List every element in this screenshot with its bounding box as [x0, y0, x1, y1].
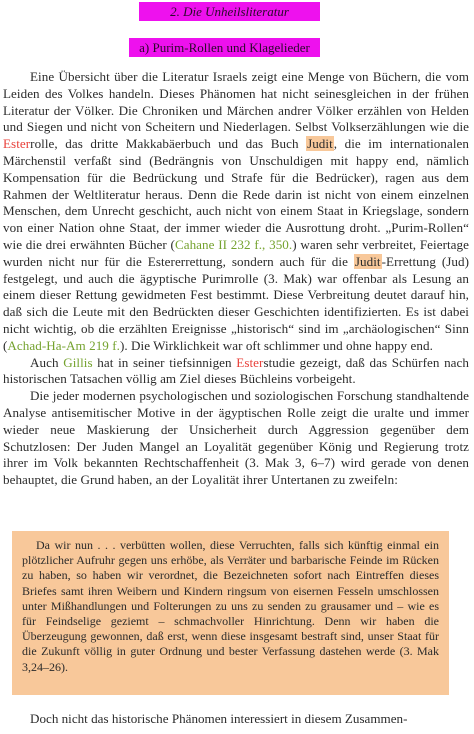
- name-highlight-ester: Ester: [3, 136, 31, 152]
- quotation-text: Da wir nun . . . verbütten wollen, diese Verruchten, falls sich künftig einmal ein plötzlicher Aufruhr gegen uns erhöbe, als Verräter und barbarische Feinde im Rücken zu haben, so haben wir verordnet, die Bezeichneten sofort nach Eintreffen dieses Briefes samt ihren Weibern und Kindern ringsum von eisernen Fesseln umschlossen unter Mißhandlungen und Folterungen zu uns zu senden zu grausamer und – wie es für Feindselige geziemt – schmachvoller Hinrichtung. Denn wir haben die Überzeugung gewonnen, daß erst, wenn diese insgesamt bestraft sind, unser Staat für die Zukunft völlig in guter Ordnung und bester Verfassung dastehen werde (3. Mak 3,24–26).: [22, 538, 439, 674]
- text-run: rolle, das dritte Makkabäerbuch und das Buch: [30, 136, 307, 152]
- text-run: ) waren sehr verbreitet, Feiertage wurden nicht nur für die Estererrettung, sondern auch für die: [3, 236, 469, 269]
- citation-cahane: Cahane II 232 f., 350.: [174, 236, 293, 252]
- quotation-block: [12, 531, 449, 695]
- text-run: hat in seiner tiefsinnigen: [92, 354, 237, 370]
- name-highlight-judit-2: Judit: [354, 253, 381, 269]
- section-subheading: a) Purim-Rollen und Klagelieder: [129, 38, 320, 57]
- paragraph-2: [3, 355, 469, 389]
- paragraph-3: Die jeder modernen psychologischen und soziologischen Forschung standhaltende Analyse antisemitischer Motive in der ägyptischen Rolle zeigt die uralte und immer wieder neue Maskierung der Unsicherheit durch Aggression gegenüber dem Schutzlosen: Der Juden Mangel an Loyalität gegenüber König und Regierung trotz ihrer im Volk bekannten Rechtschaffenheit (3. Mak 3, 6–7) wird gerade von denen behauptet, die Grund haben, an der Loyalität ihrer Untertanen zu zweifeln:: [3, 388, 469, 488]
- text-run: Auch: [30, 354, 64, 370]
- chapter-heading: 2. Die Unheilsliteratur: [139, 2, 320, 21]
- text-run: , die im internationalen Märchenstil verfaßt sind (Bedrängnis von Unschuldigen mit happy end, nämlich Kompensation für die Bedrückung und Strafe für die Bedrücker), ragen aus dem Rahmen der Weltliteratur heraus. Denn die Rede darin ist nicht von einem einzelnen Menschen, dem Unrecht geschicht, auch nicht von einem Staat in Kriegslage, sondern von einer Nation ohne Staat, der immer wieder die Ausrottung droht. „Purim-Rollen“ wie die drei erwähnten Bücher (: [3, 136, 469, 252]
- continuation-line: Doch nicht das historische Phänomen interessiert in diesem Zusammen-: [30, 711, 408, 726]
- paragraph-1: [3, 69, 469, 355]
- body-text: [3, 69, 469, 489]
- text-run: Eine Übersicht über die Literatur Israels zeigt eine Menge von Büchern, die vom Leiden des Volkes handeln. Dieses Phänomen hat nicht seinesgleichen in der frühen Literatur der Völker. Die Chroniken und Märchen andrer Völker erzählen von Helden und Siegen und nicht von Scheitern und Niederlagen. Selbst Volkserzählungen wie die: [3, 69, 469, 135]
- name-highlight-judit: Judit: [307, 136, 333, 152]
- citation-gillis: Gillis: [63, 354, 93, 370]
- text-run: ). Die Wirklichkeit war oft schlimmer und ohne happy end.: [119, 337, 433, 353]
- name-highlight-ester-2: Ester: [236, 354, 264, 370]
- citation-achad-ha-am: Achad-Ha-Am 219 f.: [7, 337, 120, 353]
- text-run: studie gezeigt, daß das Schürfen nach historischen Tatsachen völlig am Ziel dieses Büchleins vorbeigeht.: [3, 354, 470, 387]
- text-run: -Errettung (Jud) festgelegt, und auch die ägyptische Purimrolle (3. Mak) war offenbar als Lesung an einem dieser Rettung gewidmeten Fest bestimmt. Diese Verbreitung deutet darauf hin, daß sich die Leute mit den Bedrückten dieser Geschichten identifizierten. Es ist dabei nicht wichtig, ob die erzählten Ereignisse „historisch“ sind im „archäologischen“ Sinn (: [3, 253, 470, 353]
